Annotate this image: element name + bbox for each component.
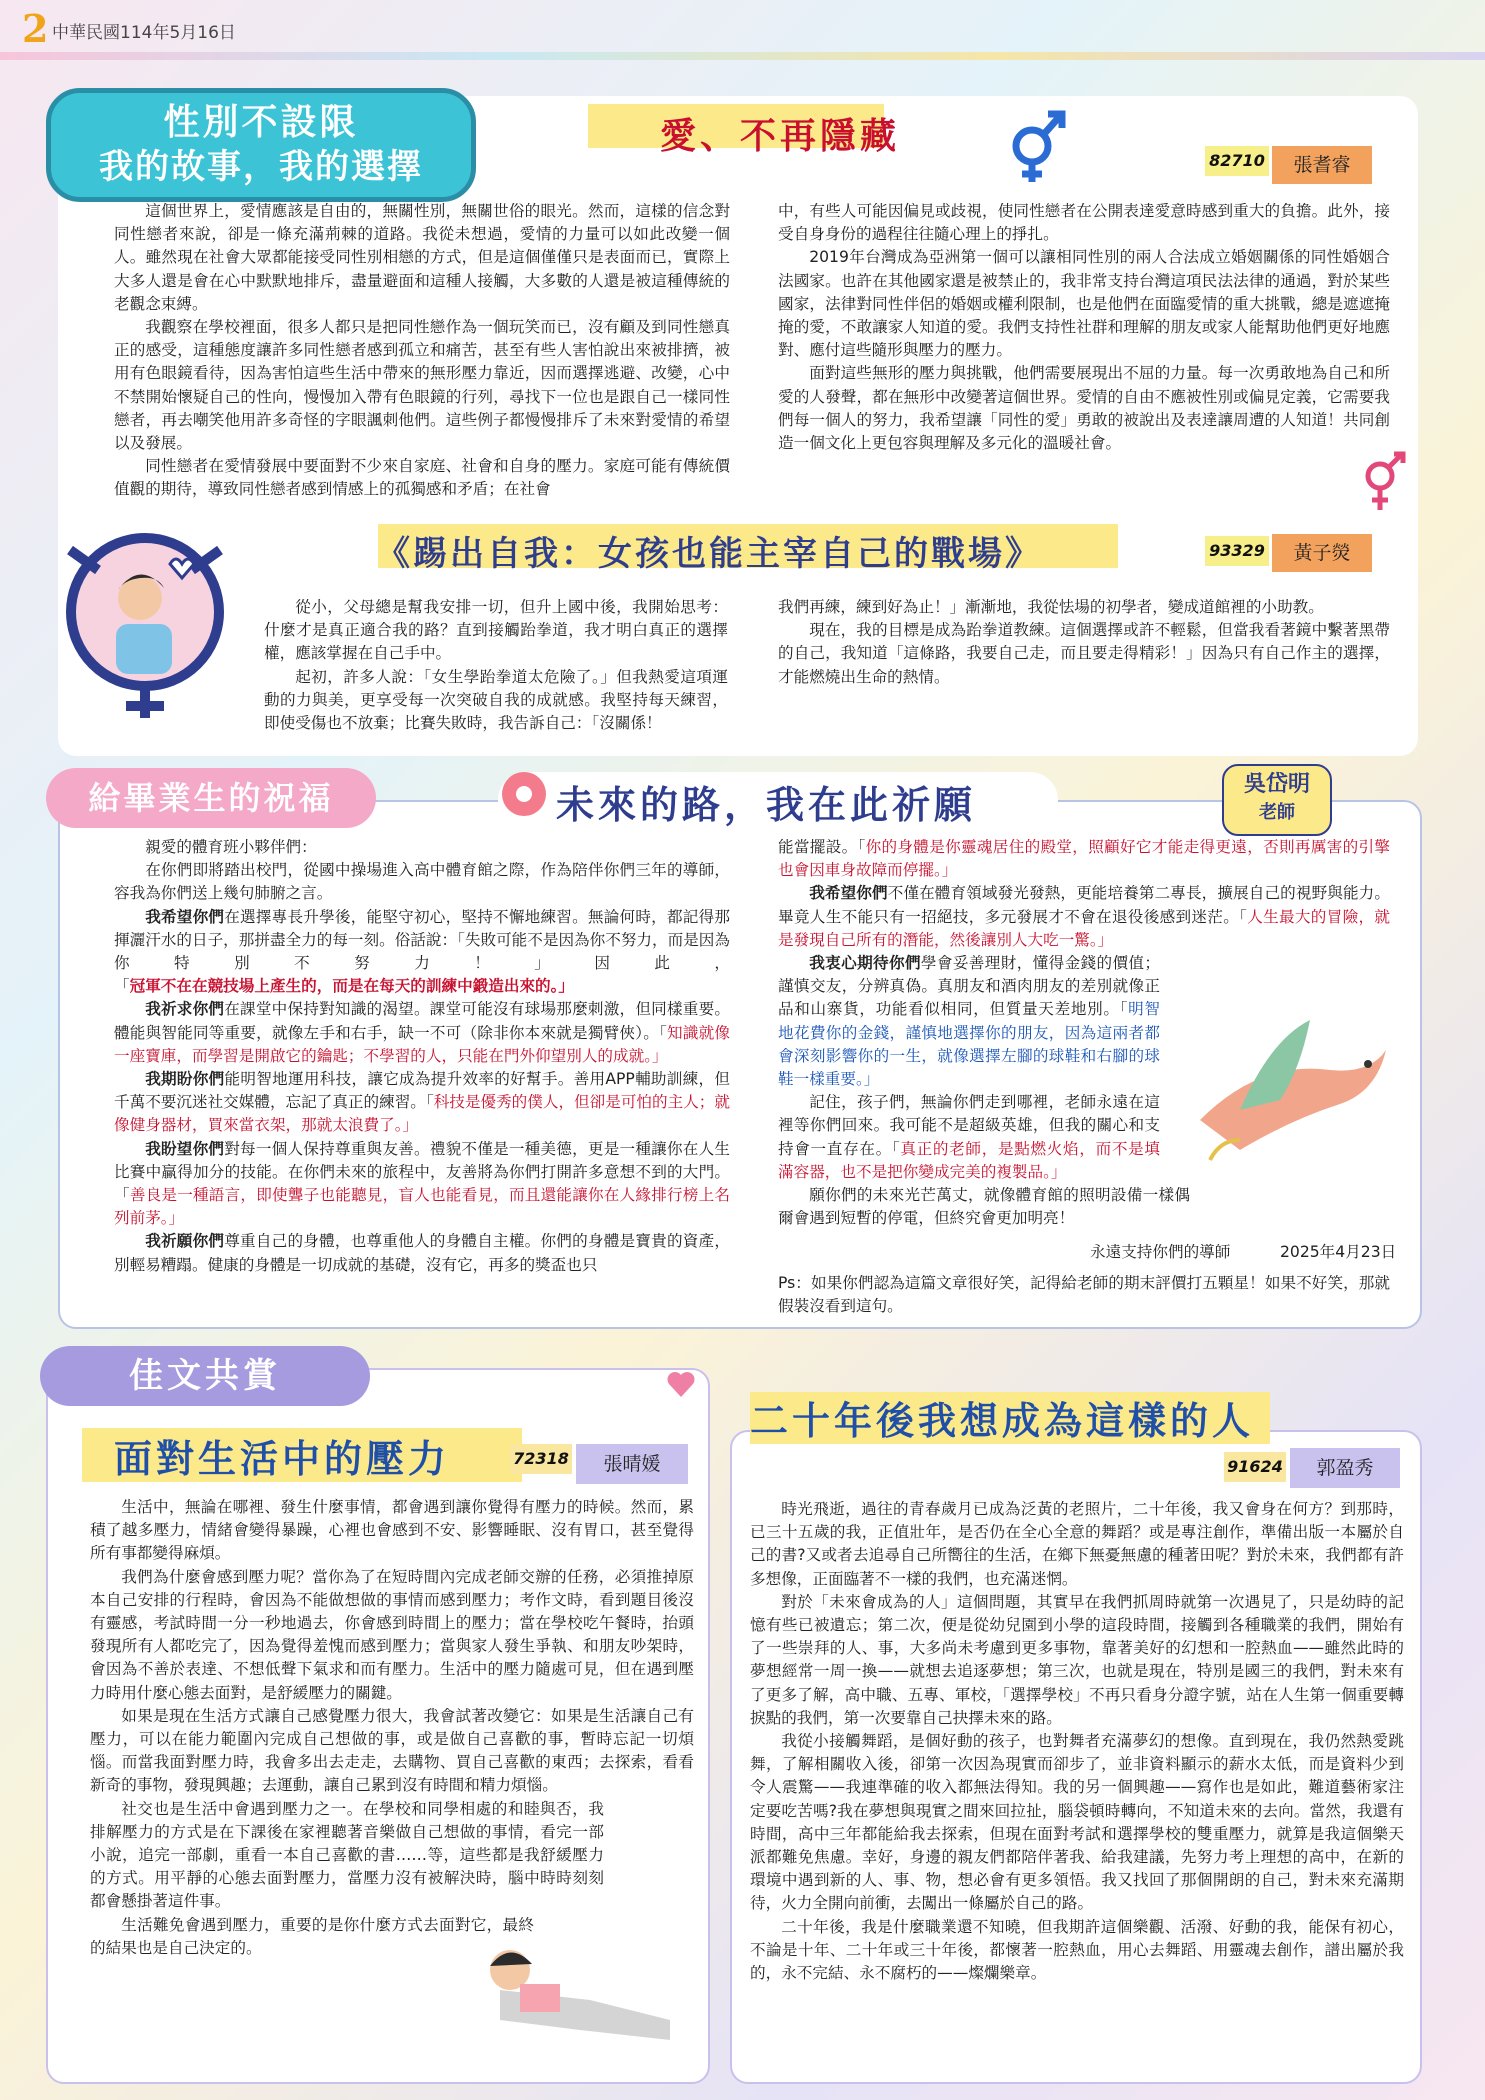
bird-icon — [1180, 1000, 1400, 1180]
paragraph: 我希望你們在選擇專長升學後，能堅守初心，堅持不懈地練習。無論何時，都記得那揮灑汗水的日子，那拼盡全力的每一刻。俗話說：「失敗可能不是因為你不努力，而是因為你特別不努力！」因此，「冠軍不在在競技場上產生的，而是在每天的訓練中鍛造出來的。」 — [114, 907, 730, 996]
paragraph: 記住，孩子們，無論你們走到哪裡，老師永遠在這裡等你們回來。我可能不是超級英雄，但我的關心和支持會一直存在。「真正的老師，是點燃火焰，而不是填滿容器，也不是把你變成完美的複製品。」 — [778, 1093, 1160, 1181]
paragraph: 我祈願你們尊重自己的身體，也尊重他人的身體自主權。你們的身體是寶貴的資產，別輕易糟蹋。健康的身體是一切成就的基礎，沒有它，再多的獎盃也只 — [114, 1232, 730, 1274]
ps-note — [778, 1272, 1390, 1318]
paragraph: 我希望你們不僅在體育領域發光發熱，更能培養第二專長，擴展自己的視野與能力。畢竟人生不能只有一招絕技，多元發展才不會在退役後感到迷茫。「人生最大的冒險，就是發現自己所有的潛能，然後讓別人大吃一驚。」 — [778, 884, 1390, 949]
paragraph: 我衷心期待你們學會妥善理財，懂得金錢的價值；謹慎交友，分辨真偽。真朋友和酒肉朋友的差別就像正品和山寨貨，功能看似相同，但質量天差地別。「明智地花費你的金錢，謹慎地選擇你的朋友，因為這兩者都會深刻影響你的一生，就像選擇左腳的球鞋和右腳的球鞋一樣重要。」 — [778, 954, 1160, 1089]
author-name: 吳岱明 — [1243, 772, 1310, 797]
paragraph: 我觀察在學校裡面，很多人都只是把同性戀作為一個玩笑而已，沒有顧及到同性戀真正的感受，這種態度讓許多同性戀者感到孤立和痛苦，甚至有些人害怕說出來被排擠，被用有色眼鏡看待，因為害怕這些生活中帶來的無形壓力靠近，因而選擇逃避、改變，心中不禁開始懷疑自己的性向，慢慢加入帶有色眼鏡的行列，尋找下一位也是跟自己一樣同性戀者，再去嘲笑他用許多奇怪的字眼諷刺他們。這些例子都慢慢排斥了未來對愛情的希望以及發展。 — [114, 318, 730, 453]
sign-date: 2025年4月23日 — [1280, 1243, 1397, 1261]
s3a1-column — [90, 1496, 694, 1960]
paragraph: 面對這些無形的壓力與挑戰，他們需要展現出不屈的力量。每一次勇敢地為自己和所愛的人發聲，都在無形中改變著這個世界。愛情的自由不應被性別或偏見定義，它需要我們每一個人的努力，我希望讓「同性的愛」勇敢的被說出及表達讓周遭的人知道！共同創造一個文化上更包容與理解及多元化的溫暖社會。 — [778, 364, 1390, 453]
section3-label: 佳文共賞 — [40, 1346, 370, 1406]
paragraph: 中，有些人可能因偏見或歧視，使同性戀者在公開表達愛意時感到重大的負擔。此外，接受自身身份的過程往往隨心理上的掙扎。 — [778, 202, 1390, 244]
girl-gender-illustration — [40, 520, 250, 720]
paragraph: 對於「未來會成為的人」這個問題，其實早在我們抓周時就第一次遇見了，只是幼時的記憶有些已被遺忘；第二次，便是從幼兒園到小學的這段時間，接觸到各種職業的我們，開始有了一些崇拜的人、事，大多尚未考慮到更多事物，靠著美好的幻想和一腔熱血——雖然此時的夢想經常一周一換——就想去追逐夢想；第三次，也就是現在，特別是國三的我們，對未來有了更多了解，高中職、五專、軍校，「選擇學校」不再只看身分證字號，站在人生第一個重要轉捩點的我們，第一次要靠自己抉擇未來的路。 — [750, 1592, 1404, 1727]
paragraph: 生活難免會遇到壓力，重要的是你什麼方式去面對它，最終的結果也是自己決定的。 — [90, 1915, 534, 1957]
s3a2-title: 二十年後我想成為這樣的人 — [750, 1399, 1255, 1443]
paragraph: 我期盼你們能明智地運用科技，讓它成為提升效率的好幫手。善用APP輔助訓練，但千萬不要沉迷社交媒體，忘記了真正的練習。「科技是優秀的僕人，但卻是可怕的主人；就像健身器材，買來當衣架，那就太浪費了。」 — [114, 1070, 730, 1135]
paragraph: 我們為什麼會感到壓力呢？當你為了在短時間內完成老師交辦的任務，必須推掉原本自己安排的行程時，會因為不能做想做的事情而感到壓力；考作文時，看到題目後沒有靈感，考試時間一分一秒地過去，你會感到時間上的壓力；當在學校吃午餐時，抬頭發現所有人都吃完了，因為覺得羞愧而感到壓力；當與家人發生爭執、和朋友吵架時，會因為不善於表達、不想低聲下氣求和而有壓力。生活中的壓力隨處可見，但在遇到壓力時用什麼心態去面對，是舒緩壓力的關鍵。 — [90, 1567, 694, 1702]
reading-person-illustration — [470, 1930, 700, 2060]
paragraph: 這個世界上，愛情應該是自由的，無關性別，無關世俗的眼光。然而，這樣的信念對同性戀者來說，卻是一條充滿荊棘的道路。我從未想過，愛情的力量可以如此改變一個人。雖然現在社會大眾都能接受同性別相戀的方式，但是這個僅僅只是表面而已，實際上大多人還是會在心中默默地排斥，盡量避面和這種人接觸，大多數的人還是被這種傳統的老觀念束縛。 — [114, 202, 730, 313]
paragraph: 我們再練，練到好為止！」漸漸地，我從怯場的初學者，變成道館裡的小助教。 — [778, 598, 1324, 616]
paragraph: 同性戀者在愛情發展中要面對不少來自家庭、社會和自身的壓力。家庭可能有傳統價值觀的期待，導致同性戀者感到情感上的孤獨感和矛盾；在社會 — [114, 457, 730, 499]
paragraph: 二十年後，我是什麼職業還不知曉，但我期許這個樂觀、活潑、好動的我，能保有初心，不論是十年、二十年或三十年後，都懷著一腔熱血，用心去舞蹈、用靈魂去創作，譜出屬於我的，永不完結、永不腐朽的——燦爛樂章。 — [750, 1917, 1404, 1983]
article2-author: 黃子熒 — [1272, 534, 1372, 572]
article2-right-column — [778, 596, 1390, 689]
paragraph: 在你們即將踏出校門，從國中操場進入高中體育館之際，作為陪伴你們三年的導師，容我為你們送上幾句肺腑之言。 — [114, 861, 730, 903]
transgender-symbol-icon — [1356, 450, 1410, 514]
section2-title: 未來的路，我在此祈願 — [556, 783, 977, 827]
heart-icon — [666, 1370, 696, 1398]
article2-id: 93329 — [1205, 536, 1269, 566]
section1-banner — [46, 88, 476, 202]
article1-id: 82710 — [1205, 146, 1269, 176]
header-stripe — [0, 52, 1485, 60]
s3a1-id: 72318 — [510, 1444, 572, 1474]
section2-label: 給畢業生的祝福 — [46, 768, 376, 828]
article1-left-column — [114, 200, 730, 502]
signature: 永遠支持你們的導師 — [1090, 1243, 1231, 1261]
paragraph: 能當擺設。「你的身體是你靈魂居住的殿堂，照顧好它才能走得更遠，否則再厲害的引擎也會因車身故障而停擺。」 — [778, 838, 1390, 880]
paragraph: 社交也是生活中會遇到壓力之一。在學校和同學相處的和睦與否，我排解壓力的方式是在下課後在家裡聽著音樂做自己想做的事情，看完一部小說，追完一部劇，重看一本自己喜歡的書……等，這些都是我舒緩壓力的方式。用平靜的心態去面對壓力，當壓力沒有被解決時，腦中時時刻刻都會懸掛著這件事。 — [90, 1799, 604, 1911]
paragraph: 願你們的未來光芒萬丈，就像體育館的照明設備一樣偶爾會遇到短暫的停電，但終究會更加明亮！ — [778, 1186, 1190, 1228]
paragraph: 時光飛逝，過往的青春歲月已成為泛黃的老照片，二十年後，我又會身在何方？到那時，已三十五歲的我，正值壯年，是否仍在全心全意的舞蹈？或是專注創作，準備出版一本屬於自己的書?又或者去追尋自己所嚮往的生活，在鄉下無憂無慮的種著田呢？對於未來，我們都有許多想像，正面臨著不一樣的我們，也充滿迷惘。 — [750, 1500, 1404, 1588]
paragraph: 起初，許多人說：「女生學跆拳道太危險了。」但我熱愛這項運動的力與美，更享受每一次突破自我的成就感。我堅持每天練習，即使受傷也不放棄；比賽失敗時，我告訴自己：「沒關係！ — [264, 667, 728, 733]
s3a2-column — [750, 1498, 1404, 1985]
banner-line2: 我的故事，我的選擇 — [99, 147, 423, 187]
gender-symbol-icon — [1000, 102, 1070, 186]
section2-author-badge — [1222, 764, 1332, 836]
paragraph: 2019年台灣成為亞洲第一個可以讓相同性別的兩人合法成立婚姻關係的同性婚姻合法國家。也許在其他國家還是被禁止的，我非常支持台灣這項民法法律的通過，對於某些國家，法律對同性伴侶的婚姻或權利限制，也是他們在面臨愛情的重大挑戰，總是遮遮掩掩的愛，不敢讓家人知道的愛。我們支持性社群和理解的朋友或家人能幫助他們更好地應對、應付這些隨形與壓力的壓力。 — [778, 248, 1390, 360]
paragraph: 從小，父母總是幫我安排一切，但升上國中後，我開始思考：什麼才是真正適合我的路？直到接觸跆拳道，我才明白真正的選擇權，應該掌握在自己手中。 — [264, 598, 728, 663]
s3a1-title: 面對生活中的壓力 — [114, 1437, 451, 1481]
issue-date: 中華民國114年5月16日 — [52, 23, 236, 43]
article1-author: 張耆睿 — [1272, 146, 1372, 184]
flower-icon — [500, 770, 548, 818]
paragraph: 我從小接觸舞蹈，是個好動的孩子，也對舞者充滿夢幻的想像。直到現在，我仍然熱愛跳舞，了解相關收入後，卻第一次因為現實而卻步了，並非資料顯示的薪水太低，而是資料少到令人震驚——我連準確的收入都無法得知。我的另一個興趣——寫作也是如此，難道藝術家注定要吃苦嗎?我在夢想與現實之間來回拉扯，腦袋頓時轉向，不知道未來的去向。當然，我還有時間，高中三年都能給我去探索，但現在面對考試和選擇學校的雙重壓力，就算是我這個樂天派都難免焦慮。幸好，身邊的親友們都陪伴著我、給我建議，先努力考上理想的高中，在新的環境中遇到新的人、事、物，想必會有更多領悟。我又找回了那個開朗的自己，對未來充滿期待，火力全開向前衝，去闖出一條屬於自己的路。 — [750, 1732, 1404, 1913]
article2-title: 《踢出自我：女孩也能主宰自己的戰場》 — [376, 534, 1042, 574]
paragraph: 現在，我的目標是成為跆拳道教練。這個選擇或許不輕鬆，但當我看著鏡中繫著黑帶的自己，我知道「這條路，我要自己走，而且要走得精彩！」因為只有自己作主的選擇，才能燃燒出生命的熱情。 — [778, 621, 1390, 686]
author-title: 老師 — [1259, 802, 1295, 823]
banner-line1: 性別不設限 — [163, 102, 359, 143]
paragraph: 我祈求你們在課堂中保持對知識的渴望。課堂可能沒有球場那麼刺激，但同樣重要。體能與智能同等重要，就像左手和右手，缺一不可（除非你本來就是獨臂俠）。「知識就像一座寶庫，而學習是開啟它的鑰匙；不學習的人，只能在門外仰望別人的成就。」 — [114, 1000, 730, 1065]
s3a2-id: 91624 — [1224, 1452, 1286, 1482]
paragraph: 生活中，無論在哪裡、發生什麼事情，都會遇到讓你覺得有壓力的時候。然而，累積了越多壓力，情緒會變得暴躁，心裡也會感到不安、影響睡眠、沒有胃口，甚至覺得所有事都變得麻煩。 — [90, 1498, 694, 1563]
s3a2-author: 郭盈秀 — [1290, 1448, 1400, 1488]
article1-right-column — [778, 200, 1390, 455]
s3a1-author: 張晴媛 — [576, 1444, 688, 1484]
ps-text: Ps：如果你們認為這篇文章很好笑，記得給老師的期末評價打五顆星！如果不好笑，那就假裝沒看到這句。 — [778, 1274, 1390, 1316]
article1-title: 愛、不再隱藏 — [660, 116, 901, 157]
article2-left-column — [264, 596, 728, 735]
section2-left-column — [114, 836, 730, 1277]
greeting: 親愛的體育班小夥伴們： — [145, 838, 317, 856]
paragraph: 如果是現在生活方式讓自己感覺壓力很大，我會試著改變它：如果是生活讓自己有壓力，可以在能力範圍內完成自己想做的事，或是做自己喜歡的事，暫時忘記一切煩惱。而當我面對壓力時，我會多出去走走，去購物、買自己喜歡的東西；去探索，看看新奇的事物，發現興趣；去運動，讓自己累到沒有時間和精力煩惱。 — [90, 1706, 694, 1795]
page-number: 2 — [22, 6, 49, 51]
paragraph: 我盼望你們對每一個人保持尊重與友善。禮貌不僅是一種美德，更是一種讓你在人生比賽中贏得加分的技能。在你們未來的旅程中，友善將為你們打開許多意想不到的大門。「善良是一種語言，即使聾子也能聽見，盲人也能看見，而且還能讓你在人緣排行榜上名列前茅。」 — [114, 1139, 730, 1228]
